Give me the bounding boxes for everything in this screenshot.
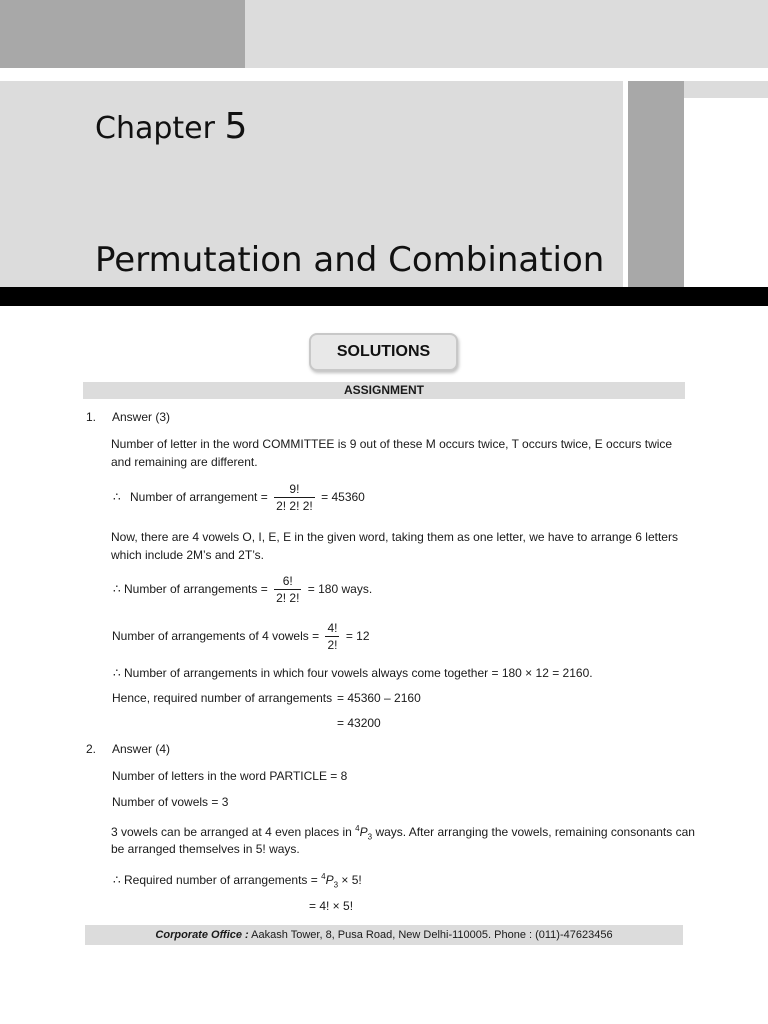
q1-arrangements-label: Number of arrangements = (123, 582, 268, 596)
q1-together-text: Number of arrangements in which four vowels always come together = 180 × 12 = 2160. (123, 666, 593, 680)
chapter-word: Chapter (95, 111, 215, 146)
fraction-numerator: 6! (274, 573, 301, 590)
fraction-numerator: 4! (327, 621, 338, 636)
therefore-symbol: ∴ (113, 666, 121, 680)
header-rule (0, 287, 768, 306)
q1-arrangements-formula (113, 572, 372, 606)
q2-line-4: be arranged themselves in 5! ways. (111, 842, 300, 856)
q1-arrangement-result: = 45360 (321, 490, 365, 504)
therefore-symbol: ∴ (113, 582, 121, 596)
fraction-numerator: 9! (274, 481, 315, 498)
q1-vowels-result: = 12 (345, 629, 370, 643)
permutation-symbol: $^4P_3$ (321, 872, 339, 890)
q1-vowels-formula (112, 619, 370, 653)
q1-vowels-fraction (325, 620, 339, 653)
q2-required-value: = 4! × 5! (309, 899, 354, 913)
q1-arrangement-formula (113, 480, 365, 514)
fraction-denominator: 2! 2! 2! (276, 499, 313, 514)
q2-required-formula (113, 868, 362, 894)
side-bar-dark (628, 81, 684, 287)
q2-line-3-start: 3 vowels can be arranged at 4 even places in (111, 825, 352, 839)
header-band-dark (0, 0, 245, 68)
side-bar-light (684, 81, 768, 98)
footer-office-text: Aakash Tower, 8, Pusa Road, New Delhi-110005. Phone : (011)-47623456 (251, 929, 613, 941)
q2-line-1: Number of letters in the word PARTICLE = 8 (112, 769, 348, 783)
q1-arrangements-result: = 180 ways. (307, 582, 373, 596)
assignment-heading: ASSIGNMENT (83, 382, 685, 399)
footer-bar (85, 925, 683, 945)
chapter-number: 5 (224, 106, 248, 147)
fraction-denominator: 2! 2! (276, 591, 300, 606)
q1-arrangements-fraction (274, 573, 301, 606)
q2-line-2: Number of vowels = 3 (112, 795, 229, 809)
q2-required-label: Required number of arrangements = (123, 873, 318, 887)
q1-final-value: = 43200 (337, 716, 381, 730)
q2-line-3-end: ways. After arranging the vowels, remaining consonants can (375, 825, 695, 839)
chapter-label (95, 106, 247, 147)
q1-hence-label: Hence, required number of arrangements (112, 691, 333, 705)
q1-paragraph-1: Number of letter in the word COMMITTEE is 9 out of these M occurs twice, T occurs twice, E occurs twice and remaining are different. (111, 437, 673, 469)
q1-hence-value: = 45360 – 2160 (337, 691, 421, 705)
header-band-light (245, 0, 768, 68)
q2-required-tail: × 5! (341, 873, 362, 887)
therefore-symbol: ∴ (113, 490, 121, 504)
permutation-symbol: $^4P_3$ (355, 824, 373, 842)
q1-arrangement-fraction (274, 481, 315, 514)
q1-number: 1. (86, 410, 97, 424)
chapter-title: Permutation and Combination (95, 240, 605, 280)
therefore-symbol: ∴ (113, 873, 121, 887)
solutions-heading: SOLUTIONS (309, 333, 458, 371)
q2-answer: Answer (4) (112, 742, 171, 756)
q1-answer: Answer (3) (112, 410, 171, 424)
q2-number: 2. (86, 742, 97, 756)
fraction-denominator: 2! (327, 638, 338, 653)
q1-vowels-label: Number of arrangements of 4 vowels = (112, 629, 320, 643)
q1-arrangement-label: Number of arrangement = (129, 490, 268, 504)
q1-paragraph-2: Now, there are 4 vowels O, I, E, E in the given word, taking them as one letter, we have to arrange 6 letters which include 2M’s and 2T’s. (111, 530, 678, 562)
footer-office-label: Corporate Office : (155, 929, 249, 941)
q1-together-line (113, 664, 593, 682)
